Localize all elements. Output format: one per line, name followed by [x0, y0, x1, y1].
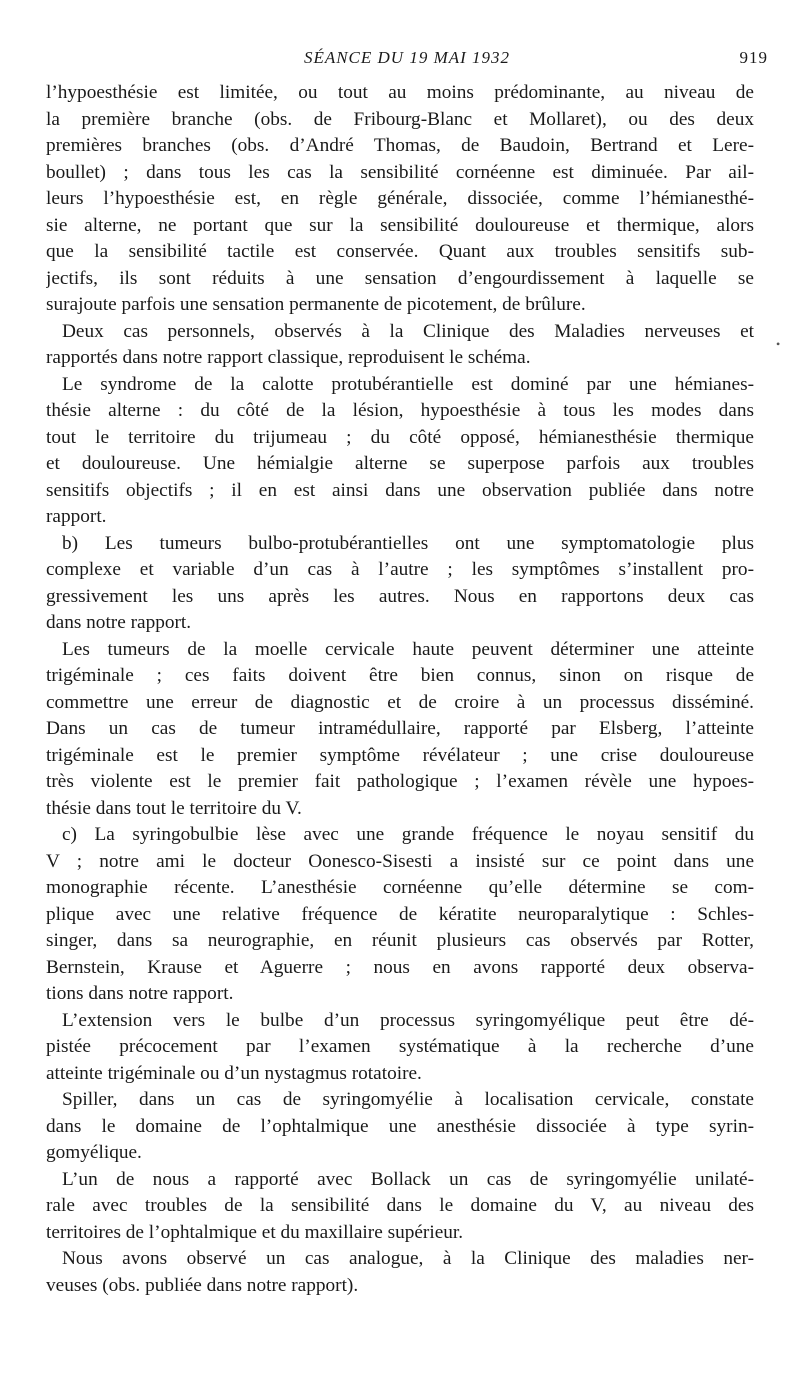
text-line: territoires de l’ophtalmique et du maxillaire supérieur. [46, 1221, 464, 1243]
text-line: singer, dans sa neurographie, en réunit plusieurs cas observés par Rotter, [46, 930, 754, 951]
text-line: trigéminale est le premier symptôme révélateur ; une crise douloureuse [46, 744, 754, 766]
text-line: trigéminale ; ces faits doivent être bien connus, sinon on risque de [46, 665, 754, 686]
margin-mark: • [776, 337, 781, 351]
text-line: premières branches (obs. d’André Thomas, de Baudoin, Bertrand et Lere- [46, 135, 754, 156]
text-line: que la sensibilité tactile est conservée. Quant aux troubles sensitifs sub- [46, 241, 754, 262]
text-line: très violente est le premier fait pathologique ; l’examen révèle une hypoes- [46, 771, 754, 792]
text-line: dans notre rapport. [46, 612, 192, 633]
text-line: gressivement les uns après les autres. Nous en rapportons deux cas [46, 585, 754, 607]
running-head [46, 48, 768, 72]
text-line: L’extension vers le bulbe d’un processus syringomyélique peut être dé- [62, 1009, 754, 1031]
text-line: Dans un cas de tumeur intramédullaire, rapporté par Elsberg, l’atteinte [46, 718, 754, 739]
text-line: veuses (obs. publiée dans notre rapport). [46, 1274, 359, 1296]
text-line: complexe et variable d’un cas à l’autre ; les symptômes s’installent pro- [46, 559, 754, 580]
text-line: sensitifs objectifs ; il en est ainsi dans une observation publiée dans notre [46, 479, 754, 501]
text-line: Le syndrome de la calotte protubérantielle est dominé par une hémianes- [62, 373, 754, 395]
text-line: la première branche (obs. de Fribourg-Blanc et Mollaret), ou des deux [46, 108, 754, 130]
text-line: thésie dans tout le territoire du V. [46, 797, 302, 819]
text-line: Spiller, dans un cas de syringomyélie à localisation cervicale, constate [62, 1089, 754, 1110]
text-line: boullet) ; dans tous les cas la sensibilité cornéenne est diminuée. Par ail- [46, 161, 754, 183]
text-line: jectifs, ils sont réduits à une sensation d’engourdissement à laquelle se [46, 267, 754, 289]
text-line: Deux cas personnels, observés à la Clinique des Maladies nerveuses et [62, 320, 754, 342]
text-line: surajoute parfois une sensation permanente de picotement, de brûlure. [46, 294, 586, 315]
text-line: b) Les tumeurs bulbo-protubérantielles ont une symptomatologie plus [62, 532, 754, 554]
text-line: monographie récente. L’anesthésie cornéenne qu’elle détermine se com- [46, 877, 754, 898]
text-line: rapport. [46, 506, 107, 527]
text-line: commettre une erreur de diagnostic et de croire à un processus disséminé. [46, 691, 754, 713]
text-line: V ; notre ami le docteur Oonesco-Sisesti a insisté sur ce point dans une [46, 850, 754, 872]
text-line: L’un de nous a rapporté avec Bollack un cas de syringomyélie unilaté- [62, 1168, 754, 1190]
text-line: dans le domaine de l’ophtalmique une anesthésie dissociée à type syrin- [46, 1115, 754, 1137]
page-number: 919 [739, 48, 768, 67]
text-line: et douloureuse. Une hémialgie alterne se superpose parfois aux troubles [46, 453, 754, 474]
text-line: atteinte trigéminale ou d’un nystagmus rotatoire. [46, 1062, 422, 1084]
text-line: gomyélique. [46, 1142, 142, 1163]
text-line: l’hypoesthésie est limitée, ou tout au moins prédominante, au niveau de [46, 82, 754, 103]
text-line: thésie alterne : du côté de la lésion, hypoesthésie à tous les modes dans [46, 400, 754, 421]
text-line: rapportés dans notre rapport classique, reproduisent le schéma. [46, 347, 531, 368]
text-line: sie alterne, ne portant que sur la sensibilité douloureuse et thermique, alors [46, 214, 754, 236]
text-line: Bernstein, Krause et Aguerre ; nous en avons rapporté deux observa- [46, 956, 754, 978]
text-line: tout le territoire du trijumeau ; du côté opposé, hémianesthésie thermique [46, 426, 754, 448]
text-line: rale avec troubles de la sensibilité dans le domaine du V, au niveau des [46, 1195, 754, 1216]
text-line: Nous avons observé un cas analogue, à la Clinique des maladies ner- [62, 1248, 754, 1269]
body-text [46, 80, 754, 1299]
text-line: pistée précocement par l’examen systématique à la recherche d’une [46, 1036, 754, 1057]
text-line: tions dans notre rapport. [46, 983, 234, 1004]
text-line: plique avec une relative fréquence de kératite neuroparalytique : Schles- [46, 903, 754, 925]
running-head-title: SÉANCE DU 19 MAI 1932 [303, 48, 511, 67]
text-line: c) La syringobulbie lèse avec une grande fréquence le noyau sensitif du [62, 824, 754, 845]
text-line: leurs l’hypoesthésie est, en règle générale, dissociée, comme l’hémianesthé- [46, 188, 754, 209]
text-line: Les tumeurs de la moelle cervicale haute peuvent déterminer une atteinte [62, 638, 754, 660]
